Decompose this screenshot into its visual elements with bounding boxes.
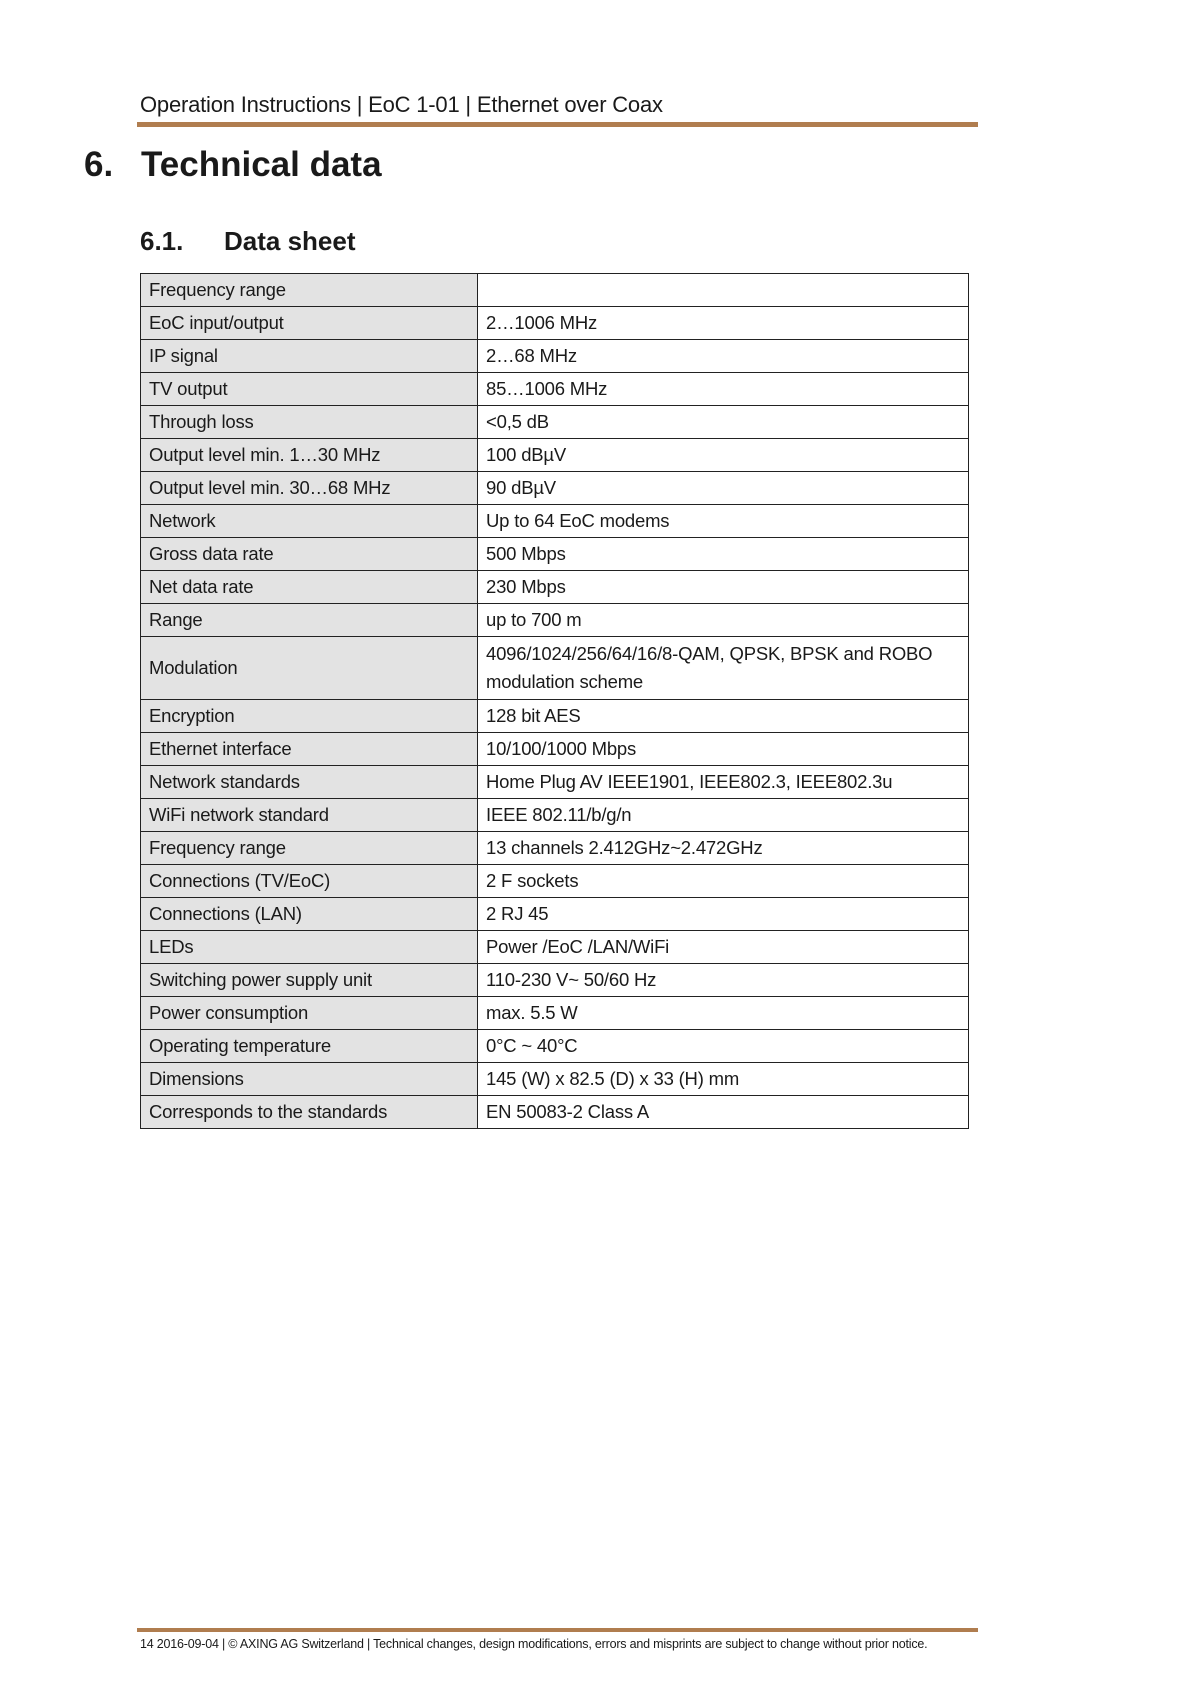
spec-value: 128 bit AES — [478, 700, 969, 733]
section-number: 6.1. — [140, 226, 184, 256]
spec-label: Connections (TV/EoC) — [141, 865, 478, 898]
table-row — [141, 307, 969, 340]
spec-label: Output level min. 30…68 MHz — [141, 472, 478, 505]
running-header: Operation Instructions | EoC 1-01 | Ethernet over Coax — [140, 92, 663, 117]
table-row — [141, 472, 969, 505]
spec-label: TV output — [141, 373, 478, 406]
table-row — [141, 637, 969, 700]
table-row — [141, 964, 969, 997]
table-row — [141, 505, 969, 538]
spec-label: Network standards — [141, 766, 478, 799]
spec-label: Corresponds to the standards — [141, 1096, 478, 1129]
spec-label: Gross data rate — [141, 538, 478, 571]
spec-value: 2…1006 MHz — [478, 307, 969, 340]
spec-value — [478, 274, 969, 307]
spec-value: 2 RJ 45 — [478, 898, 969, 931]
spec-value: <0,5 dB — [478, 406, 969, 439]
spec-value: Up to 64 EoC modems — [478, 505, 969, 538]
spec-value: 500 Mbps — [478, 538, 969, 571]
footer-divider — [137, 1628, 978, 1632]
spec-value: 90 dBµV — [478, 472, 969, 505]
section-title: Data sheet — [224, 226, 356, 256]
spec-label: Ethernet interface — [141, 733, 478, 766]
chapter-heading — [84, 145, 382, 185]
spec-value: up to 700 m — [478, 604, 969, 637]
spec-value: 13 channels 2.412GHz~2.472GHz — [478, 832, 969, 865]
table-row — [141, 406, 969, 439]
table-row — [141, 604, 969, 637]
spec-label: Dimensions — [141, 1063, 478, 1096]
table-row — [141, 1063, 969, 1096]
spec-label: Net data rate — [141, 571, 478, 604]
table-row — [141, 997, 969, 1030]
spec-label: Connections (LAN) — [141, 898, 478, 931]
spec-value: 0°C ~ 40°C — [478, 1030, 969, 1063]
spec-label: Frequency range — [141, 832, 478, 865]
page-footer: 14 2016-09-04 | © AXING AG Switzerland | Technical changes, design modifications, errors and misprints are subject to change without prior notice. — [140, 1637, 928, 1651]
table-row — [141, 373, 969, 406]
table-row — [141, 865, 969, 898]
table-row — [141, 538, 969, 571]
table-row — [141, 832, 969, 865]
spec-value: max. 5.5 W — [478, 997, 969, 1030]
table-row — [141, 766, 969, 799]
data-sheet-body — [141, 274, 969, 1129]
table-row — [141, 571, 969, 604]
table-row — [141, 1096, 969, 1129]
table-row — [141, 340, 969, 373]
table-row — [141, 931, 969, 964]
spec-value: IEEE 802.11/b/g/n — [478, 799, 969, 832]
spec-label: Range — [141, 604, 478, 637]
spec-label: Encryption — [141, 700, 478, 733]
data-sheet-table — [140, 273, 969, 1129]
spec-value: 10/100/1000 Mbps — [478, 733, 969, 766]
table-row — [141, 274, 969, 307]
table-row — [141, 898, 969, 931]
spec-value: 2 F sockets — [478, 865, 969, 898]
section-heading — [140, 226, 356, 257]
spec-label: EoC input/output — [141, 307, 478, 340]
spec-label: Network — [141, 505, 478, 538]
spec-label: Power consumption — [141, 997, 478, 1030]
spec-value: 145 (W) x 82.5 (D) x 33 (H) mm — [478, 1063, 969, 1096]
spec-label: Modulation — [141, 637, 478, 700]
spec-label: LEDs — [141, 931, 478, 964]
chapter-number: 6. — [84, 145, 114, 184]
header-divider — [137, 122, 978, 127]
spec-value: 2…68 MHz — [478, 340, 969, 373]
spec-label: Output level min. 1…30 MHz — [141, 439, 478, 472]
table-row — [141, 799, 969, 832]
spec-value: 110-230 V~ 50/60 Hz — [478, 964, 969, 997]
spec-label: Switching power supply unit — [141, 964, 478, 997]
spec-label: IP signal — [141, 340, 478, 373]
spec-label: Through loss — [141, 406, 478, 439]
table-row — [141, 1030, 969, 1063]
spec-value: 85…1006 MHz — [478, 373, 969, 406]
spec-value: 100 dBµV — [478, 439, 969, 472]
spec-value: EN 50083-2 Class A — [478, 1096, 969, 1129]
spec-label: WiFi network standard — [141, 799, 478, 832]
spec-value: 4096/1024/256/64/16/8-QAM, QPSK, BPSK and ROBO modulation scheme — [478, 637, 969, 700]
table-row — [141, 439, 969, 472]
chapter-title: Technical data — [141, 145, 382, 184]
table-row — [141, 733, 969, 766]
spec-value: 230 Mbps — [478, 571, 969, 604]
table-row — [141, 700, 969, 733]
spec-value: Power /EoC /LAN/WiFi — [478, 931, 969, 964]
spec-label: Frequency range — [141, 274, 478, 307]
spec-value: Home Plug AV IEEE1901, IEEE802.3, IEEE802.3u — [478, 766, 969, 799]
spec-label: Operating temperature — [141, 1030, 478, 1063]
